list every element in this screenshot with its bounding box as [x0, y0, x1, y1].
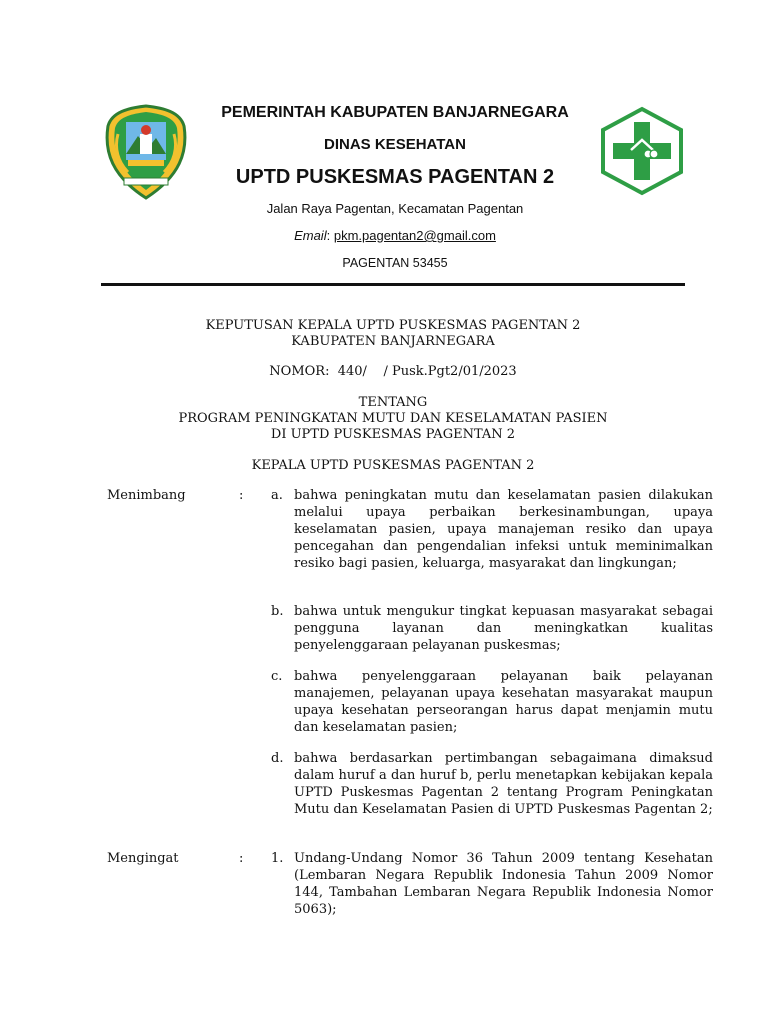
- decree-number: NOMOR: 440/ / Pusk.Pgt2/01/2023: [269, 364, 517, 379]
- menimbang-item-d: bahwa berdasarkan pertimbangan sebagaimana dimaksud dalam huruf a dan huruf b, perlu menetapkan kebijakan kepala UPTD Puskesmas Pagentan 2 tentang Program Peningkatan Mutu dan Keselamatan Pasien di UPTD Puskesmas Pagentan 2;: [294, 751, 713, 817]
- decree-title-line2: KABUPATEN BANJARNEGARA: [291, 334, 495, 349]
- email-link[interactable]: pkm.pagentan2@gmail.com: [333, 228, 496, 243]
- menimbang-label: Menimbang: [107, 488, 186, 503]
- menimbang-item-b: bahwa untuk mengukur tingkat kepuasan masyarakat sebagai pengguna layanan dan meningkatkan kualitas penyelenggaraan pelayanan puskesmas;: [294, 604, 713, 653]
- letterhead-divider: [101, 283, 685, 286]
- mengingat-colon: :: [239, 851, 244, 866]
- kabupaten-emblem-logo: [104, 104, 188, 200]
- menimbang-marker-c: c.: [271, 669, 283, 684]
- letterhead-institution: UPTD PUSKESMAS PAGENTAN 2: [235, 166, 555, 188]
- decree-about: TENTANG: [358, 395, 428, 410]
- decree-issuer: KEPALA UPTD PUSKESMAS PAGENTAN 2: [251, 458, 535, 473]
- menimbang-item-c: bahwa penyelenggaraan pelayanan baik pelayanan manajemen, pelayanan upaya kesehatan masyarakat maupun upaya kesehatan perseorangan harus dapat menjamin mutu dan keselamatan pasien;: [294, 669, 713, 735]
- mengingat-item-1: Undang-Undang Nomor 36 Tahun 2009 tentang Kesehatan (Lembaran Negara Republik Indonesia Tahun 2009 Nomor 144, Tambahan Lembaran Negara Republik Indonesia Nomor 5063);: [294, 851, 713, 917]
- decree-title-line1: KEPUTUSAN KEPALA UPTD PUSKESMAS PAGENTAN 2: [205, 318, 581, 333]
- menimbang-colon: :: [239, 488, 244, 503]
- menimbang-marker-d: d.: [271, 751, 284, 766]
- menimbang-item-a: bahwa peningkatan mutu dan keselamatan pasien dilakukan melalui upaya perbaikan berkesinambungan, upaya keselamatan pasien, upaya manajeman resiko dan upaya pencegahan dan pengendalian infeksi untuk meminimalkan resiko bagi pasien, keluarga, masyarakat dan lingkungan;: [294, 488, 713, 571]
- letterhead-department: DINAS KESEHATAN: [324, 136, 466, 153]
- letterhead-address: Jalan Raya Pagentan, Kecamatan Pagentan: [266, 201, 524, 216]
- menimbang-marker-b: b.: [271, 604, 284, 619]
- mengingat-label: Mengingat: [107, 851, 179, 866]
- email-separator: :: [326, 228, 331, 243]
- menimbang-marker-a: a.: [271, 488, 283, 503]
- email-label: Email: [294, 228, 327, 243]
- mengingat-marker-1: 1.: [271, 851, 284, 866]
- letterhead-government: PEMERINTAH KABUPATEN BANJARNEGARA: [221, 104, 569, 121]
- decree-program-line1: PROGRAM PENINGKATAN MUTU DAN KESELAMATAN PASIEN: [178, 411, 608, 426]
- letterhead-email-line: [190, 228, 600, 243]
- puskesmas-logo: [597, 106, 687, 196]
- letterhead-postal: PAGENTAN 53455: [342, 256, 448, 270]
- decree-program-line2: DI UPTD PUSKESMAS PAGENTAN 2: [270, 427, 516, 442]
